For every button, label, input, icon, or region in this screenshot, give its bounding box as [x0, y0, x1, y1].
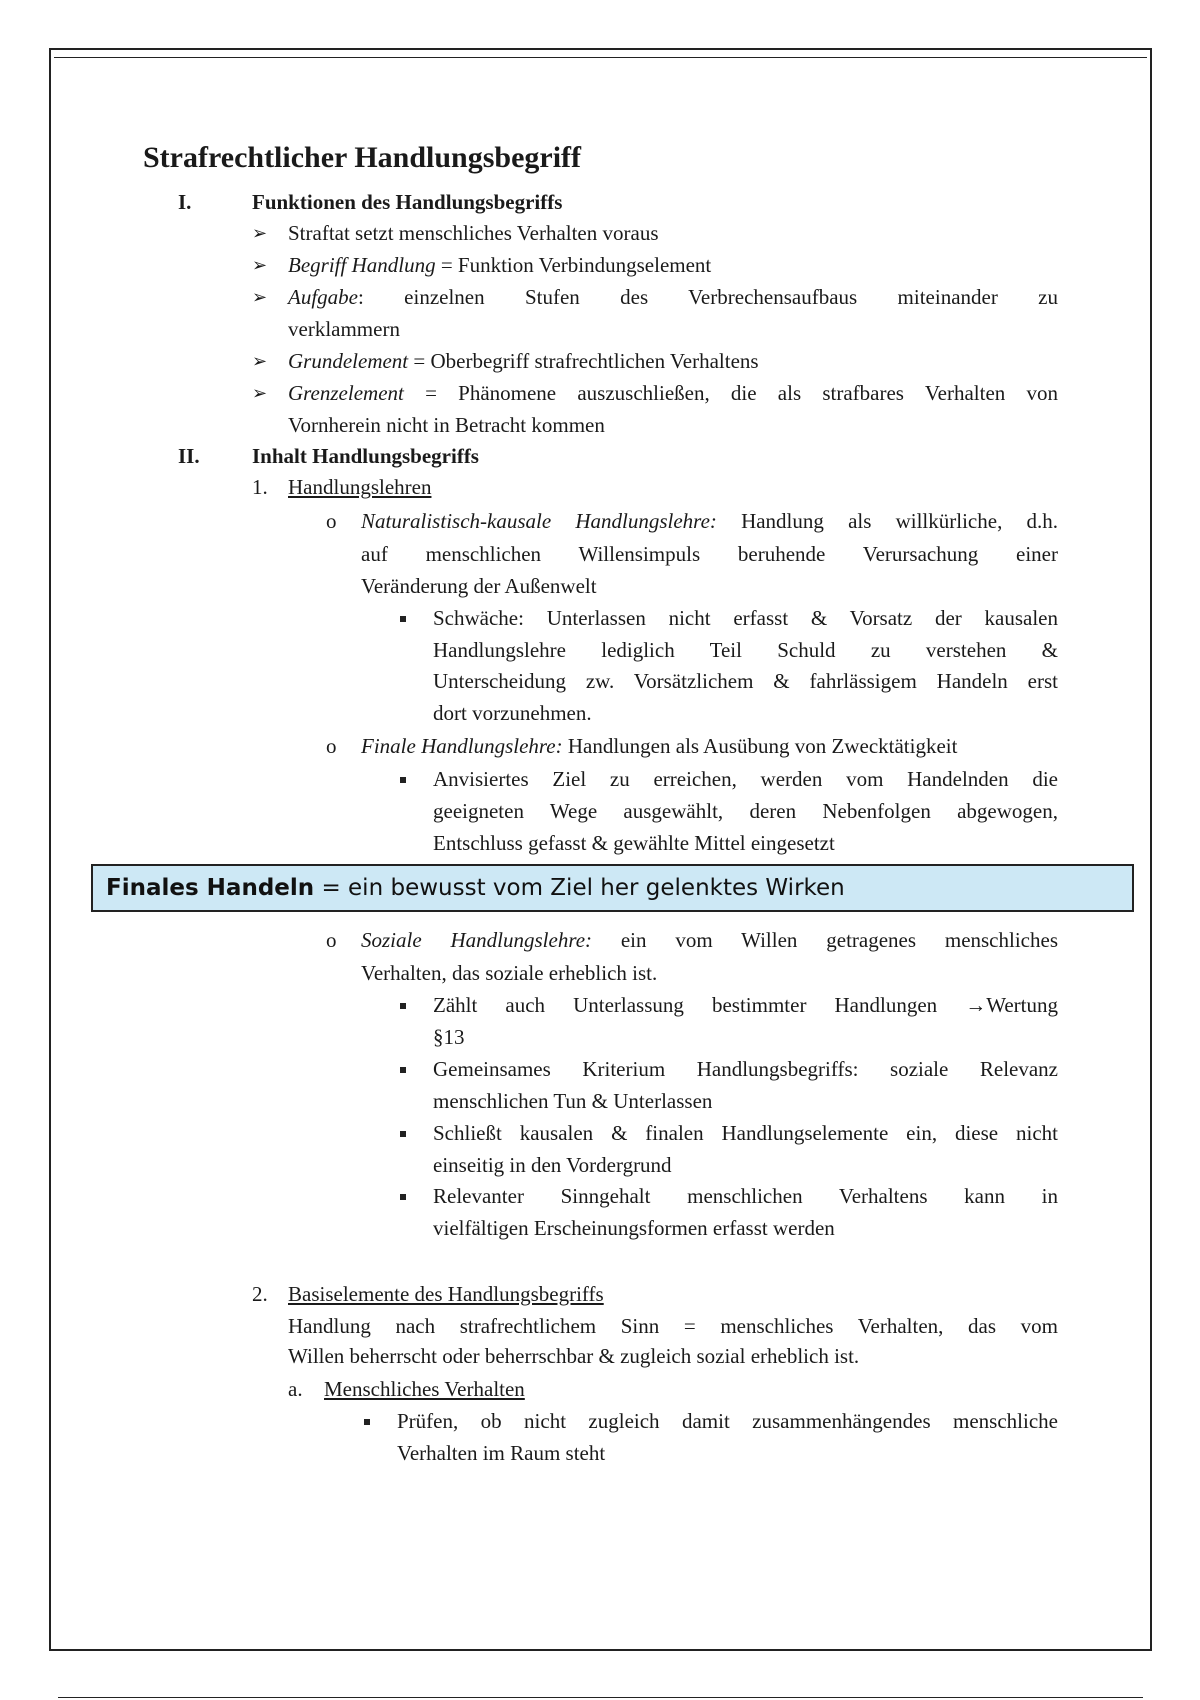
- list-item-continuation: geeigneten Wege ausgewählt, deren Nebenfolgen abgewogen,: [433, 799, 1058, 823]
- callout-term: Finales Handeln: [106, 875, 315, 901]
- list-item-continuation: menschlichen Tun & Unterlassen: [433, 1089, 713, 1113]
- term: Finale Handlungslehre:: [361, 734, 563, 758]
- list-item-continuation: Handlungslehre lediglich Teil Schuld zu verstehen &: [433, 638, 1058, 662]
- list-item: [288, 377, 1058, 409]
- list-item-continuation: Verhalten im Raum steht: [397, 1441, 606, 1465]
- term: Begriff Handlung: [288, 253, 436, 277]
- subsection-1-heading: Handlungslehren: [288, 475, 432, 499]
- term: Soziale Handlungslehre:: [361, 928, 593, 952]
- list-item: [288, 249, 711, 281]
- list-item: Straftat setzt menschliches Verhalten voraus: [288, 221, 659, 245]
- definition: = Funktion Verbindungselement: [435, 253, 712, 277]
- square-bullet-icon: [400, 1194, 406, 1200]
- term: Aufgabe: [288, 285, 358, 309]
- square-bullet-icon: [400, 1003, 406, 1009]
- definition: : einzelnen Stufen des Verbrechensaufbaus miteinander zu: [357, 285, 1058, 309]
- paragraph: Handlung nach strafrechtlichem Sinn = menschliches Verhalten, das vom: [288, 1314, 1058, 1338]
- list-item-continuation: dort vorzunehmen.: [433, 701, 592, 725]
- arrow-bullet-icon: ➢: [252, 255, 268, 275]
- list-item-continuation: verklammern: [288, 317, 400, 341]
- arrow-bullet-icon: ➢: [252, 287, 268, 307]
- list-item: Anvisiertes Ziel zu erreichen, werden vom Handelnden die: [433, 767, 1058, 791]
- definition: = Phänomene auszuschließen, die als strafbares Verhalten von: [403, 381, 1058, 405]
- circle-bullet-icon: o: [326, 928, 337, 952]
- subsection-2-heading: Basiselemente des Handlungsbegriffs: [288, 1282, 604, 1306]
- term: Naturalistisch-kausale Handlungslehre:: [361, 509, 717, 533]
- square-bullet-icon: [364, 1419, 370, 1425]
- list-item-continuation: Entschluss gefasst & gewählte Mittel eingesetzt: [433, 831, 835, 855]
- list-item: Schwäche: Unterlassen nicht erfasst & Vorsatz der kausalen: [433, 606, 1058, 630]
- subsection-2-number: 2.: [252, 1282, 268, 1306]
- circle-bullet-icon: o: [326, 734, 337, 758]
- list-item: Prüfen, ob nicht zugleich damit zusammenhängendes menschliche: [397, 1409, 1058, 1433]
- list-item-continuation: Verhalten, das soziale erheblich ist.: [361, 961, 658, 985]
- list-item: [288, 281, 1058, 313]
- definition-callout-text: [106, 868, 845, 908]
- list-item: [361, 924, 1058, 956]
- definition: = Oberbegriff strafrechtlichen Verhaltens: [408, 349, 759, 373]
- term: Grundelement: [288, 349, 409, 373]
- list-item-continuation: Vornherein nicht in Betracht kommen: [288, 413, 605, 437]
- list-item: Zählt auch Unterlassung bestimmter Handlungen →Wertung: [433, 993, 1058, 1017]
- circle-bullet-icon: o: [326, 509, 337, 533]
- section-2-heading: Inhalt Handlungsbegriffs: [252, 444, 479, 468]
- list-item: Schließt kausalen & finalen Handlungselemente ein, diese nicht: [433, 1121, 1058, 1145]
- square-bullet-icon: [400, 616, 406, 622]
- list-item-continuation: Unterscheidung zw. Vorsätzlichem & fahrlässigem Handeln erst: [433, 669, 1058, 693]
- definition: ein vom Willen getragenes menschliches: [592, 928, 1058, 952]
- definition: Handlung als willkürliche, d.h.: [716, 509, 1058, 533]
- subsection-a-letter: a.: [288, 1377, 303, 1401]
- list-item-continuation: Veränderung der Außenwelt: [361, 574, 597, 598]
- subsection-a-heading: Menschliches Verhalten: [324, 1377, 525, 1401]
- section-1-heading: Funktionen des Handlungsbegriffs: [252, 190, 563, 214]
- list-item-continuation: einseitig in den Vordergrund: [433, 1153, 672, 1177]
- subsection-1-number: 1.: [252, 475, 268, 499]
- section-1-numeral: I.: [178, 190, 192, 214]
- square-bullet-icon: [400, 1067, 406, 1073]
- list-item-continuation: §13: [433, 1025, 465, 1049]
- list-item: [288, 345, 759, 377]
- arrow-bullet-icon: ➢: [252, 383, 268, 403]
- term: Grenzelement: [288, 381, 404, 405]
- callout-definition: = ein bewusst vom Ziel her gelenktes Wirken: [314, 875, 845, 901]
- arrow-bullet-icon: ➢: [252, 223, 268, 243]
- list-item: Gemeinsames Kriterium Handlungsbegriffs: soziale Relevanz: [433, 1057, 1058, 1081]
- page-title: Strafrechtlicher Handlungsbegriff: [143, 141, 582, 174]
- top-rule: [54, 57, 1147, 58]
- list-item: [361, 505, 1058, 537]
- list-item: Relevanter Sinngehalt menschlichen Verhaltens kann in: [433, 1184, 1058, 1208]
- arrow-bullet-icon: ➢: [252, 351, 268, 371]
- bottom-rule: [58, 1697, 1143, 1698]
- list-item: [361, 730, 957, 762]
- list-item-continuation: vielfältigen Erscheinungsformen erfasst werden: [433, 1216, 835, 1240]
- paragraph-continuation: Willen beherrscht oder beherrschbar & zugleich sozial erheblich ist.: [288, 1344, 860, 1368]
- section-2-numeral: II.: [178, 444, 200, 468]
- square-bullet-icon: [400, 1131, 406, 1137]
- square-bullet-icon: [400, 777, 406, 783]
- definition: Handlungen als Ausübung von Zwecktätigkeit: [562, 734, 958, 758]
- list-item-continuation: auf menschlichen Willensimpuls beruhende Verursachung einer: [361, 542, 1058, 566]
